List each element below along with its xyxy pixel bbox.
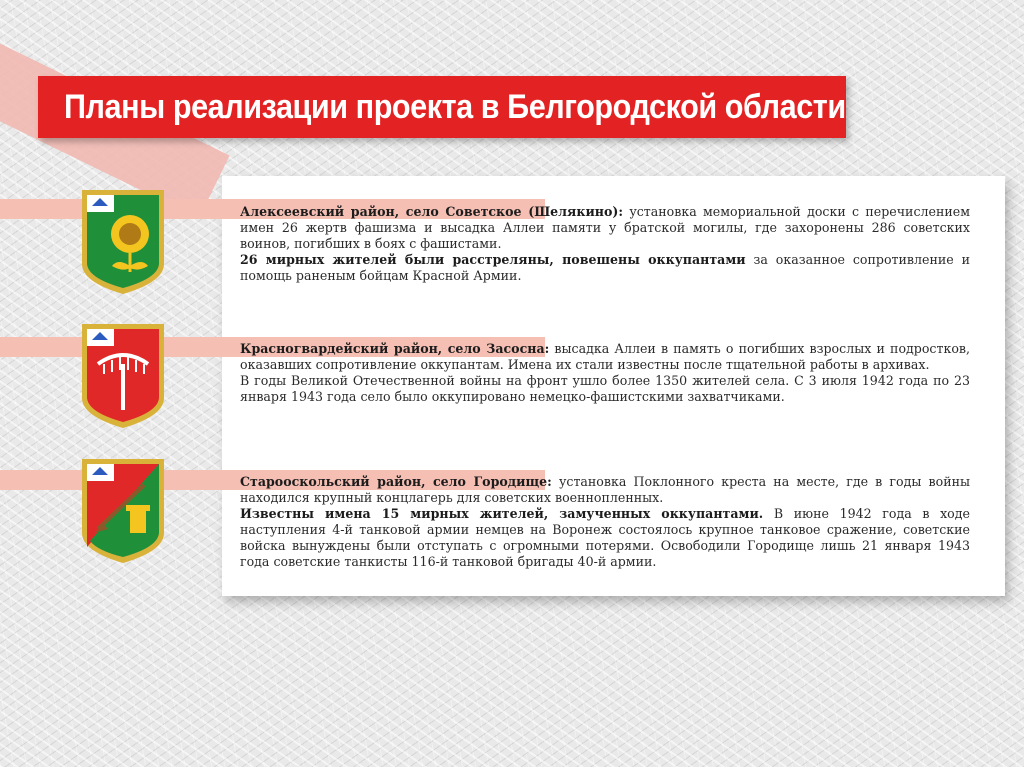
- entry-heading: Красногвардейский район, село Засосна:: [240, 341, 550, 356]
- entry-paragraph: [240, 204, 970, 252]
- entry-bold-text: Известны имена 15 мирных жителей, замученных оккупантами.: [240, 506, 764, 521]
- entry-heading: Старооскольский район, село Городище:: [240, 474, 552, 489]
- entry-paragraph: [240, 252, 970, 284]
- entry-text: за оказанное сопротивление и помощь раненым бойцам Красной Армии.: [240, 252, 970, 283]
- sunflower-coat-of-arms-icon: [78, 186, 168, 298]
- rifle-coat-of-arms-icon: [78, 455, 168, 567]
- entry-text: высадка Аллеи в память о погибших взрослых и подростков, оказавших сопротивление оккупантам. Имена их стали известны после тщательной работы в архивах.: [240, 341, 970, 372]
- entry-bold-text: 26 мирных жителей были расстреляны, повешены оккупантами: [240, 252, 746, 267]
- entry-paragraph: [240, 341, 970, 373]
- entry-paragraph: [240, 474, 970, 506]
- entry-text: В июне 1942 года в ходе наступления 4-й танковой армии немцев на Воронеж состоялось крупное танковое сражение, советские войска вынуждены были отступать с огромными потерями. Освободили Городище лишь 21 января 1943 года советские танкисты 116-й танковой бригады 40-й армии.: [240, 506, 970, 569]
- entry-starooskolsky: [240, 474, 970, 570]
- entry-alekseevsky: [240, 204, 970, 284]
- entry-heading: Алексеевский район, село Советское (Шелякино):: [240, 204, 624, 219]
- entry-text: В годы Великой Отечественной войны на фронт ушло более 1350 жителей села. С 3 июля 1942 года по 23 января 1943 года село было оккупировано немецко-фашистскими захватчиками.: [240, 373, 970, 404]
- page-title: Планы реализации проекта в Белгородской области: [64, 87, 846, 126]
- entry-text: установка Поклонного креста на месте, где в годы войны находился крупный концлагерь для советских военнопленных.: [240, 474, 971, 505]
- well-crane-coat-of-arms-icon: [78, 320, 168, 432]
- entry-paragraph: [240, 506, 970, 570]
- entry-paragraph: [240, 373, 970, 405]
- entry-text: установка мемориальной доски с перечислением имен 26 жертв фашизма и высадка Аллеи памяти у братской могилы, где захоронены 286 советских воинов, погибших в боях с фашистами.: [240, 204, 970, 251]
- entry-krasnogvardeysky: [240, 341, 970, 405]
- title-banner: [38, 76, 846, 138]
